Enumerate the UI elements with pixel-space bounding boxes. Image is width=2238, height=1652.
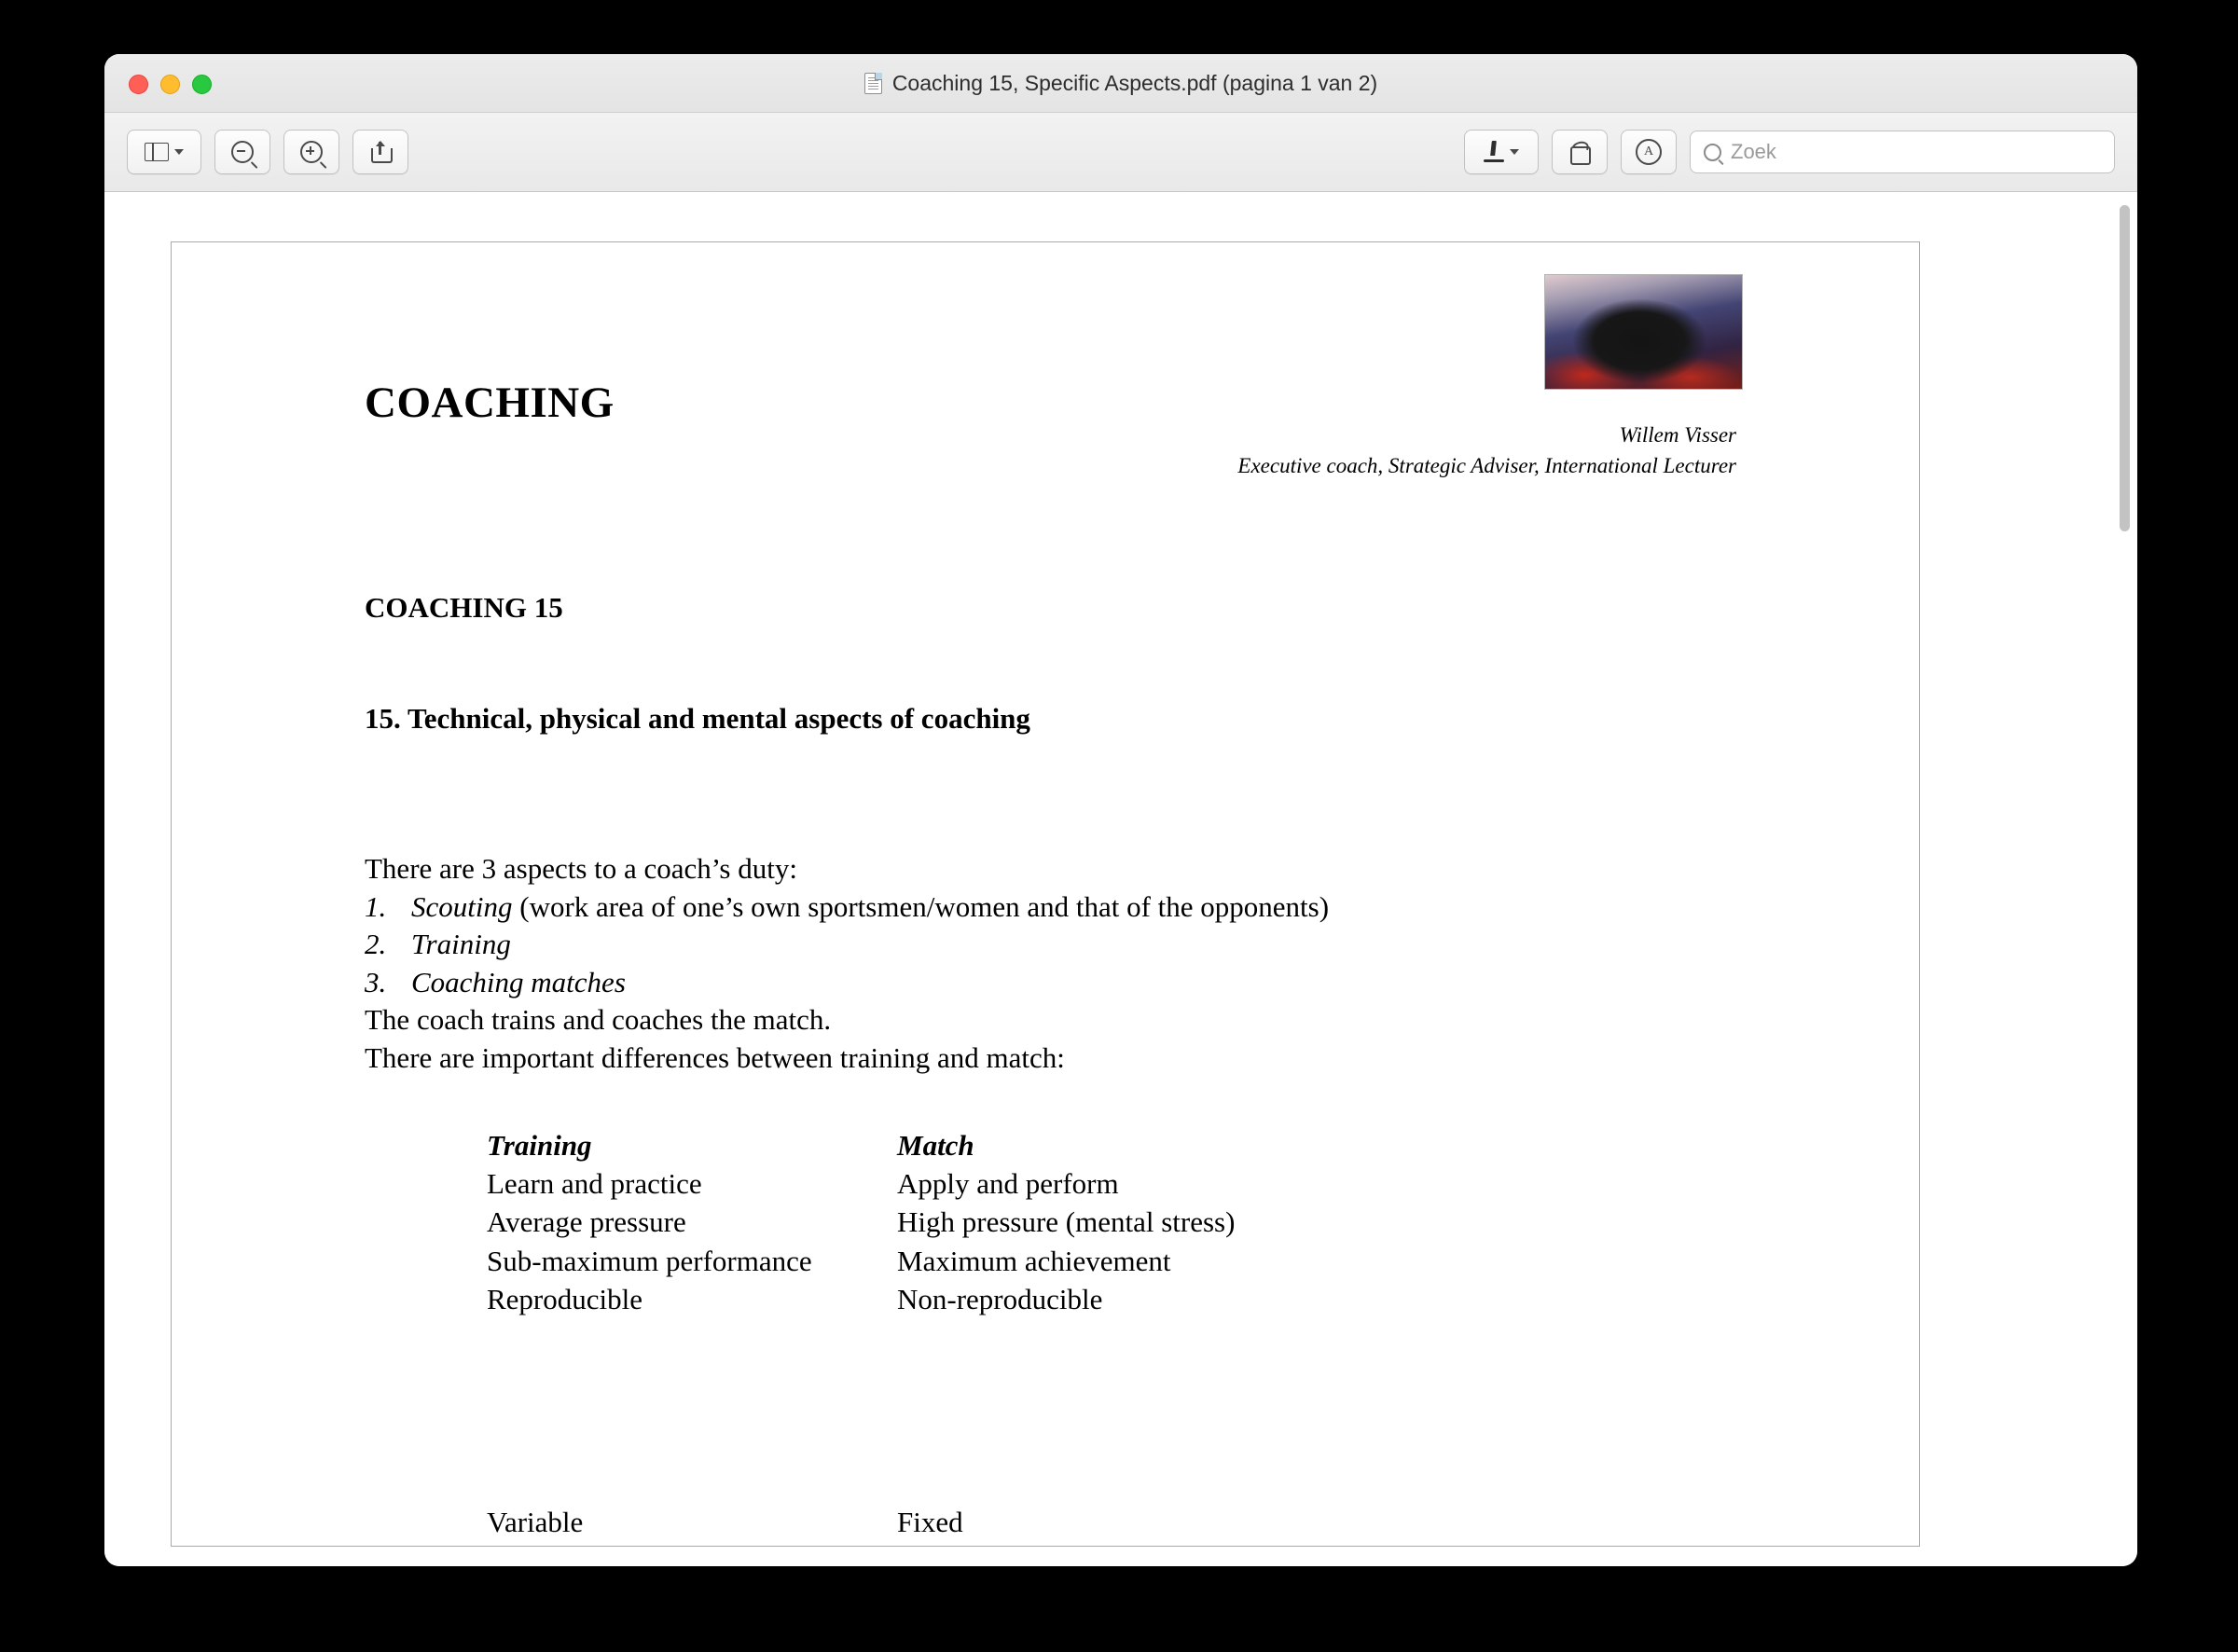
window-titlebar[interactable] <box>104 54 2137 113</box>
table-cell: Average pressure <box>487 1205 686 1239</box>
scrollbar-thumb[interactable] <box>2120 205 2130 531</box>
search-placeholder: Zoek <box>1731 140 1776 163</box>
rotate-button[interactable] <box>1552 130 1608 174</box>
document-icon <box>864 73 882 94</box>
comparison-table <box>487 1126 1606 1318</box>
window-title: Coaching 15, Specific Aspects.pdf (pagina 1 van 2) <box>891 70 1378 95</box>
table-cell: High pressure (mental stress) <box>897 1205 1236 1239</box>
list-item <box>365 926 1763 964</box>
list-number: 1. <box>365 889 387 923</box>
table-cell: Non-reproducible <box>897 1282 1103 1315</box>
column-header-match: Match <box>897 1129 974 1162</box>
list-item <box>365 964 1763 1002</box>
rotate-icon <box>1568 141 1591 163</box>
after-list-line-2: There are important differences between training and match: <box>365 1041 1065 1075</box>
column-header-training: Training <box>487 1129 592 1162</box>
vertical-scrollbar[interactable] <box>2120 205 2130 1507</box>
zoom-out-icon <box>231 141 254 163</box>
pdf-content-area[interactable] <box>104 192 2137 1566</box>
section-label: COACHING 15 <box>365 591 563 624</box>
annotate-icon: A <box>1636 139 1662 165</box>
search-input[interactable] <box>1690 131 2115 173</box>
after-list-line-1: The coach trains and coaches the match. <box>365 1003 832 1037</box>
sidebar-icon <box>145 143 169 161</box>
table-cell: Sub-maximum performance <box>487 1244 812 1277</box>
table-cell: Learn and practice <box>487 1167 702 1201</box>
zoom-button[interactable] <box>192 75 212 94</box>
section-heading: 15. Technical, physical and mental aspects of coaching <box>365 702 1030 735</box>
author-block <box>1237 420 1736 482</box>
table-cell: Fixed <box>897 1506 963 1534</box>
intro-line: There are 3 aspects to a coach’s duty: <box>365 852 797 885</box>
table-cell: Apply and perform <box>897 1167 1119 1201</box>
list-number: 2. <box>365 928 387 961</box>
pdf-page-1 <box>171 241 1920 1547</box>
minimize-button[interactable] <box>160 75 180 94</box>
zoom-out-button[interactable] <box>214 130 270 174</box>
table-cell: Maximum achievement <box>897 1244 1171 1277</box>
chevron-down-icon <box>174 149 184 155</box>
preview-window <box>104 54 2137 1566</box>
coaching-logo-image <box>1544 274 1743 390</box>
annotate-button[interactable] <box>1621 130 1677 174</box>
search-icon <box>1704 144 1721 161</box>
author-name: Willem Visser <box>1619 423 1736 447</box>
list-item-emphasis: Scouting <box>411 889 513 923</box>
document-title: COACHING <box>365 379 615 427</box>
share-icon <box>371 141 390 163</box>
window-controls <box>129 75 212 94</box>
list-item-rest: (work area of one’s own sportsmen/women and that of the opponents) <box>512 889 1330 923</box>
pen-icon <box>1484 141 1504 163</box>
list-item-emphasis: Training <box>411 928 511 961</box>
toolbar <box>104 113 2137 192</box>
list-item-emphasis: Coaching matches <box>411 965 626 998</box>
list-number: 3. <box>365 965 387 998</box>
zoom-in-icon <box>300 141 323 163</box>
window-title-group <box>104 54 2137 112</box>
list-item <box>365 888 1763 927</box>
chevron-down-icon <box>1510 149 1519 155</box>
close-button[interactable] <box>129 75 148 94</box>
zoom-in-button[interactable] <box>283 130 339 174</box>
sidebar-toggle-button[interactable] <box>127 130 201 174</box>
comparison-table-clipped-row <box>487 1506 1606 1534</box>
markup-tool-button[interactable] <box>1464 130 1539 174</box>
pdf-canvas <box>133 206 2077 1534</box>
body-text <box>365 850 1763 1078</box>
share-button[interactable] <box>352 130 408 174</box>
table-cell: Variable <box>487 1506 584 1534</box>
table-cell: Reproducible <box>487 1282 643 1315</box>
author-role: Executive coach, Strategic Adviser, International Lecturer <box>1237 454 1736 478</box>
aspects-list <box>365 888 1763 1002</box>
